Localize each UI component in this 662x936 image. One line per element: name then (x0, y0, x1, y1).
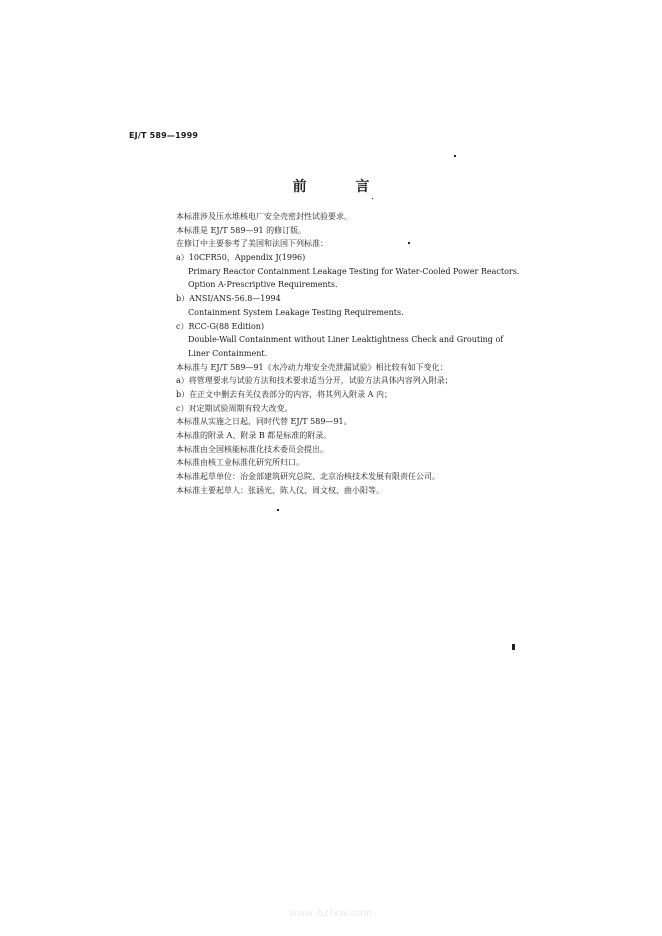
text-line: Liner Containment. (188, 348, 268, 358)
text-line: 本标准是 EJ/T 589—91 的修订版。 (176, 225, 307, 235)
text-line: 本标准与 EJ/T 589—91《水冷动力堆安全壳泄漏试验》相比较有如下变化： (176, 362, 448, 372)
foreword-body (176, 210, 546, 497)
text-line: a）将管理要求与试验方法和技术要求适当分开，试验方法具体内容列入附录； (176, 376, 453, 386)
text-line: Double-Wall Containment without Liner Leaktightness Check and Grouting of (188, 335, 504, 345)
text-line: 本标准的附录 A、附录 B 都是标准的附录。 (176, 431, 332, 440)
text-line: 本标准从实施之日起，同时代替 EJ/T 589—91。 (176, 417, 352, 427)
text-line: 本标准涉及压水堆核电厂安全壳密封性试验要求。 (176, 212, 352, 221)
text-line: Option A-Prescriptive Requirements. (188, 280, 338, 290)
page-title: 前 言 (292, 179, 392, 195)
text-line: Containment System Leakage Testing Requirements. (188, 307, 404, 317)
text-line: b）在正文中删去有关仪表部分的内容，将其列入附录 A 内； (176, 389, 392, 399)
text-line: 本标准起草单位：冶金部建筑研究总院、北京冶核技术发展有限责任公司。 (176, 472, 440, 482)
text-line: 本标准主要起草人：张涵光、陈人仪、周文权、曲小阳等。 (176, 485, 384, 495)
standard-code: EJ/T 589—1999 (129, 131, 199, 140)
text-line: 本标准由核工业标准化研究所归口。 (176, 458, 304, 468)
text-line: a）10CFR50，Appendix J(1996) (176, 253, 306, 263)
scan-speck (408, 242, 410, 244)
text-line: c）对定期试验周期有较大改变。 (176, 403, 293, 413)
text-line: c）RCC-G(88 Edition) (176, 321, 265, 331)
watermark: www.bzfxw.com (289, 908, 373, 919)
text-line: b）ANSI/ANS-56.8—1994 (176, 294, 281, 304)
text-line: 在修订中主要参考了美国和法国下列标准： (176, 239, 328, 249)
scan-speck (277, 509, 279, 511)
scan-speck (512, 644, 515, 650)
text-line: 本标准由全国核能标准化技术委员会提出。 (176, 444, 328, 454)
scan-speck (454, 155, 456, 157)
scan-speck (372, 198, 373, 199)
text-line: Primary Reactor Containment Leakage Testing for Water-Cooled Power Reactors. (188, 266, 520, 276)
